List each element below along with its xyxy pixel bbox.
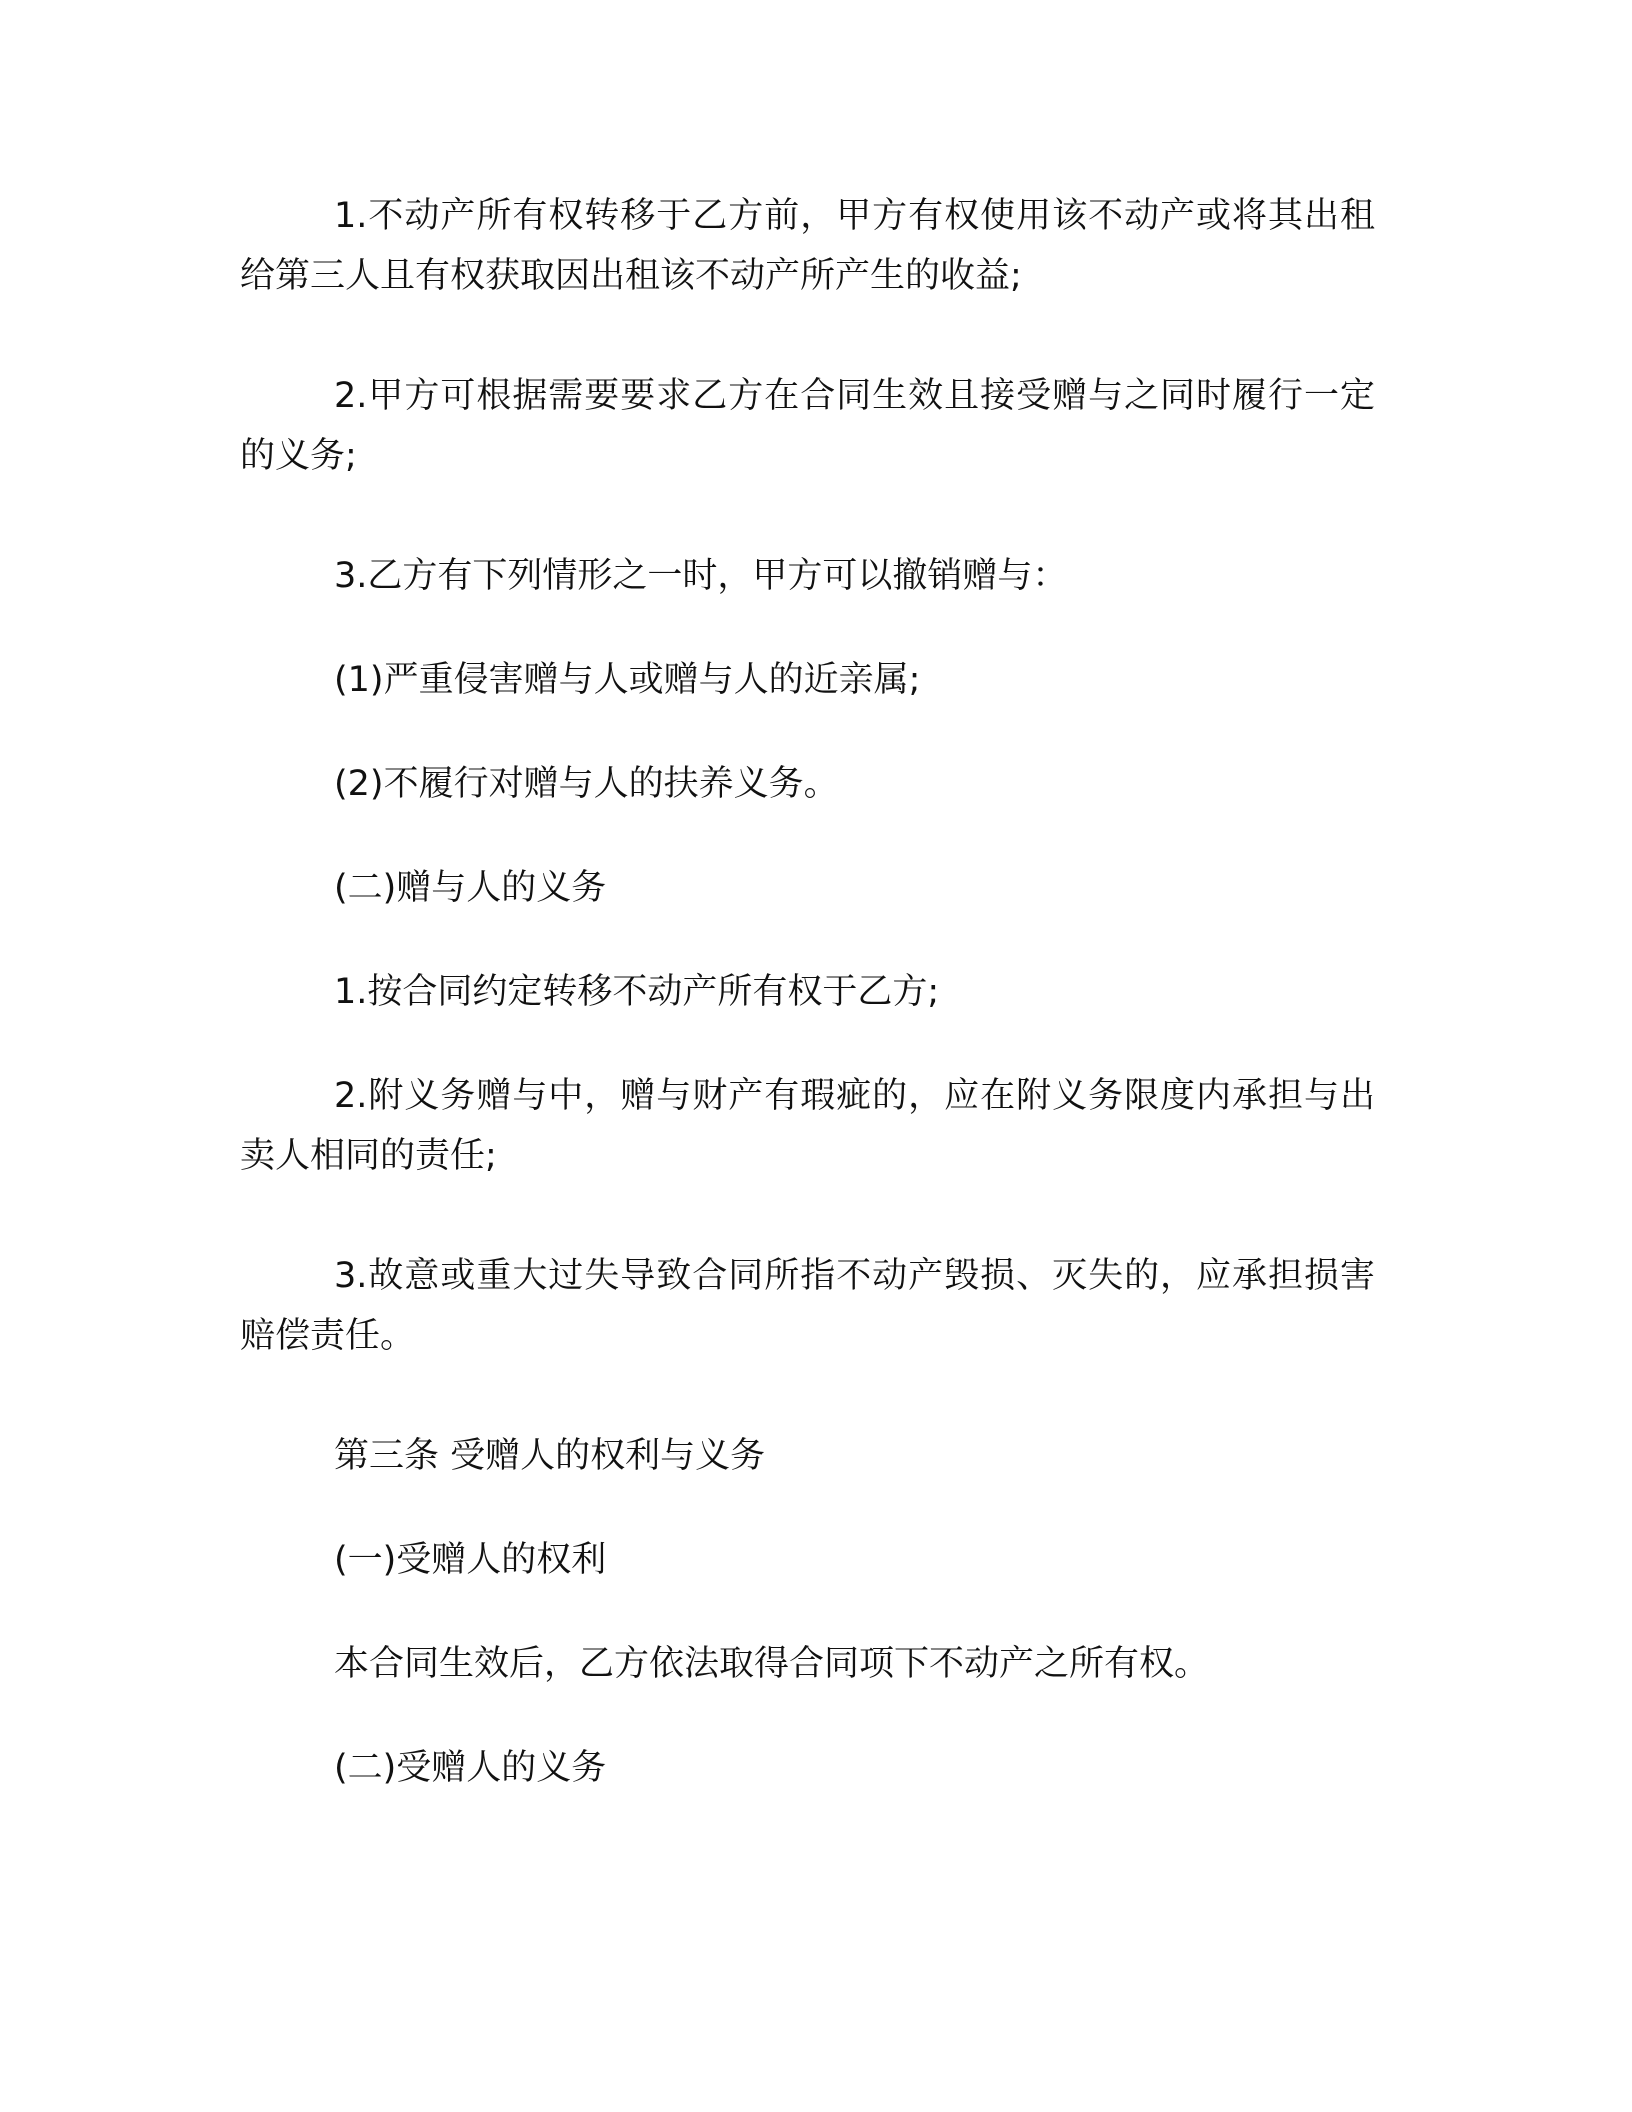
section-heading: (二)受赠人的义务 [334,1748,607,1788]
section-heading: (一)受赠人的权利 [334,1540,607,1580]
paragraph: 3.乙方有下列情形之一时，甲方可以撤销赠与： [334,556,1068,596]
paragraph: 2.附义务赠与中，赠与财产有瑕疵的，应在附义务限度内承担与出卖人相同的责任; [240,1076,1375,1176]
list-item: (2)不履行对赠与人的扶养义务。 [334,764,839,804]
list-item: (1)严重侵害赠与人或赠与人的近亲属; [334,660,921,700]
paragraph: 3.故意或重大过失导致合同所指不动产毁损、灭失的，应承担损害赔偿责任。 [240,1256,1375,1356]
paragraph: 2.甲方可根据需要要求乙方在合同生效且接受赠与之同时履行一定的义务; [240,376,1375,476]
paragraph: 1.按合同约定转移不动产所有权于乙方; [334,972,940,1012]
paragraph: 本合同生效后，乙方依法取得合同项下不动产之所有权。 [334,1644,1210,1684]
paragraph: 1.不动产所有权转移于乙方前，甲方有权使用该不动产或将其出租给第三人且有权获取因出租该不动产所产生的收益; [240,196,1375,296]
section-heading: (二)赠与人的义务 [334,868,607,908]
article-heading: 第三条 受赠人的权利与义务 [334,1436,766,1476]
